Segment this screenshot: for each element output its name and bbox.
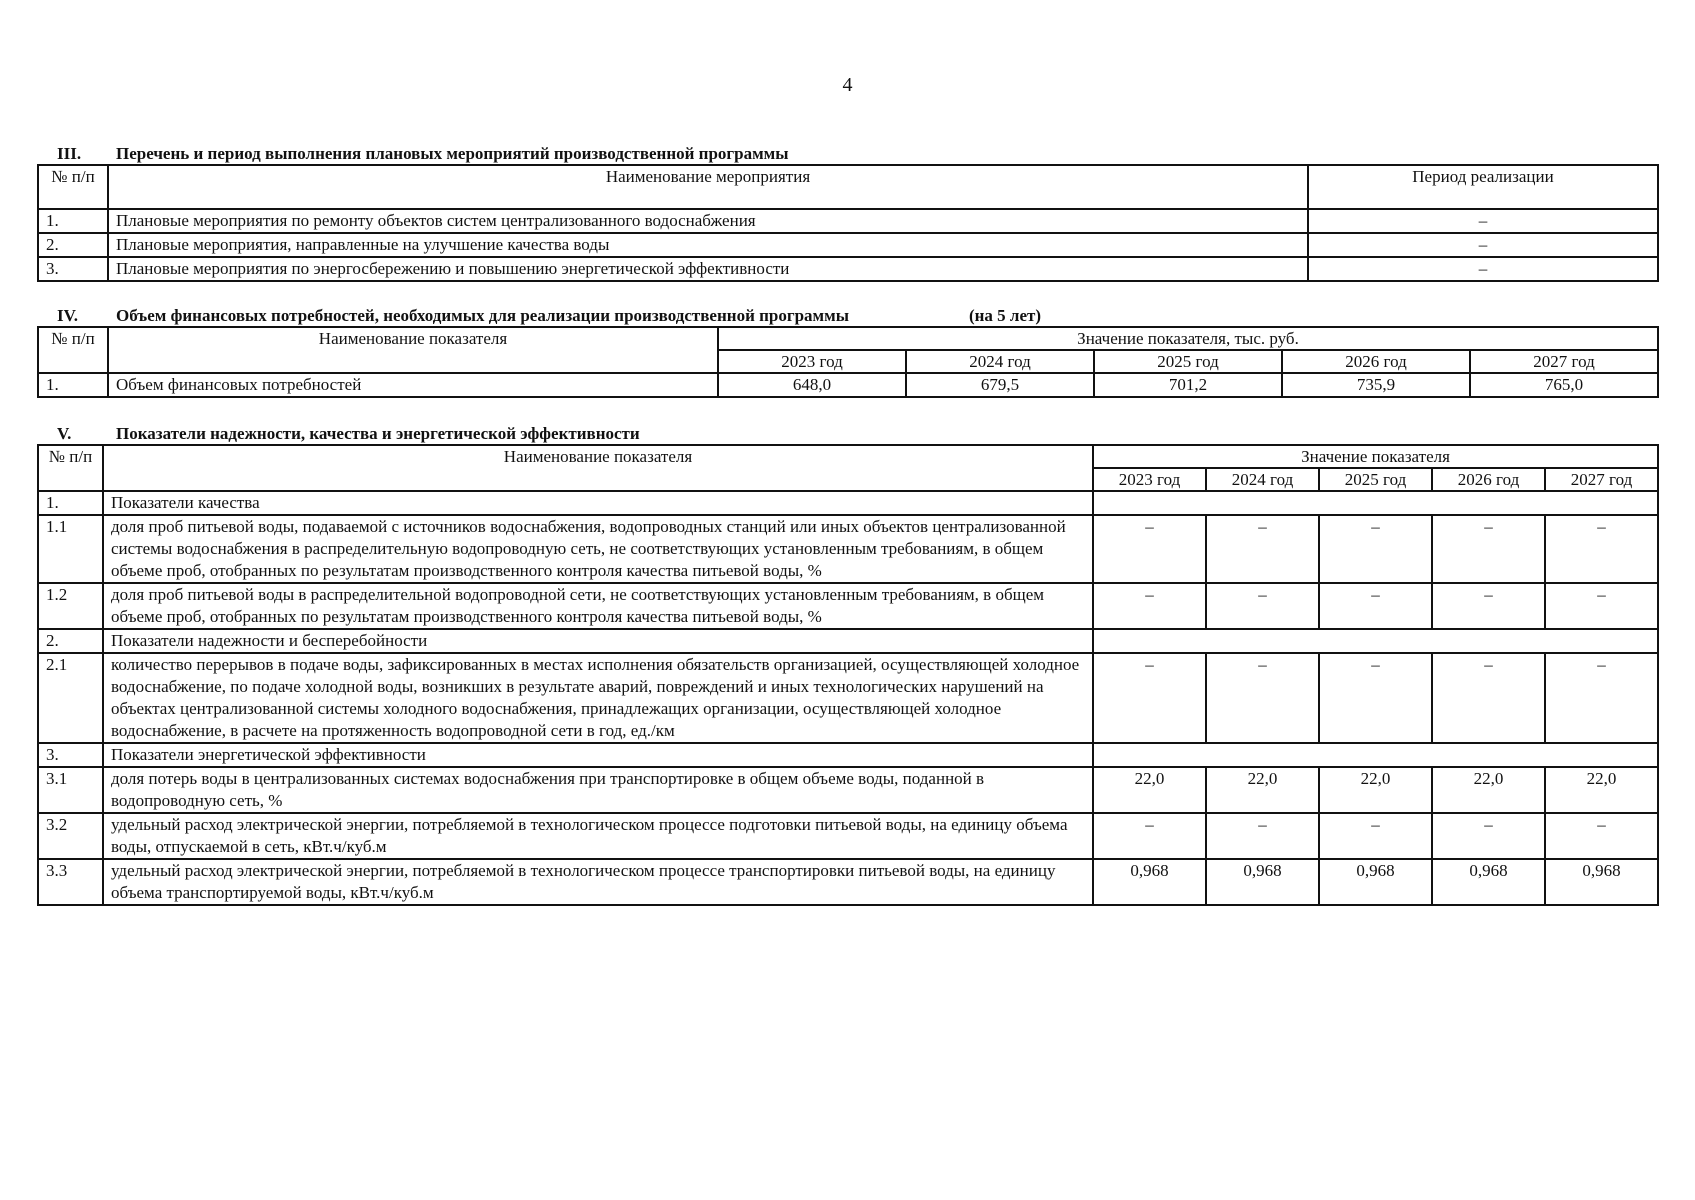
year-header: 2027 год xyxy=(1470,350,1658,373)
indicator-value: 735,9 xyxy=(1282,373,1470,397)
year-header: 2026 год xyxy=(1282,350,1470,373)
indicator-value: – xyxy=(1545,653,1658,743)
header-number: № п/п xyxy=(38,445,103,491)
row-number: 2. xyxy=(38,233,108,257)
row-number: 1. xyxy=(38,491,103,515)
table-row xyxy=(38,257,1658,281)
table-row xyxy=(38,583,1658,629)
table-row xyxy=(38,767,1658,813)
indicator-value: – xyxy=(1093,515,1206,583)
section-5-title: Показатели надежности, качества и энергетической эффективности xyxy=(116,424,640,443)
row-number: 3. xyxy=(38,743,103,767)
indicator-value: 22,0 xyxy=(1432,767,1545,813)
header-period: Период реализации xyxy=(1308,165,1658,209)
group-name: Показатели качества xyxy=(103,491,1093,515)
section-4 xyxy=(37,306,1657,398)
year-header: 2024 год xyxy=(906,350,1094,373)
group-empty-cell xyxy=(1093,743,1658,767)
indicator-name: доля проб питьевой воды в распределительной водопроводной сети, не соответствующих установленным требованиям, в общем объеме проб, отобранных по результатам производственного контроля качества питьевой воды, % xyxy=(103,583,1093,629)
section-4-heading xyxy=(37,306,1657,326)
section-3-number: III. xyxy=(57,144,82,163)
indicator-name: доля потерь воды в централизованных системах водоснабжения при транспортировке в общем объеме воды, поданной в водопроводную сеть, % xyxy=(103,767,1093,813)
header-number: № п/п xyxy=(38,165,108,209)
section-5-number: V. xyxy=(57,424,72,443)
group-name: Показатели надежности и бесперебойности xyxy=(103,629,1093,653)
indicator-value: – xyxy=(1206,583,1319,629)
table-header-row xyxy=(38,327,1658,350)
header-indicator-value: Значение показателя xyxy=(1093,445,1658,468)
indicator-value: – xyxy=(1432,653,1545,743)
indicator-name: удельный расход электрической энергии, потребляемой в технологическом процессе транспортировки питьевой воды, на единицу объема транспортируемой воды, кВт.ч/куб.м xyxy=(103,859,1093,905)
indicator-value: 0,968 xyxy=(1093,859,1206,905)
table-header-row xyxy=(38,445,1658,468)
activity-period: – xyxy=(1308,257,1658,281)
indicator-value: – xyxy=(1093,813,1206,859)
indicator-value: – xyxy=(1432,515,1545,583)
section-5-heading xyxy=(37,424,1657,444)
indicator-value: – xyxy=(1545,813,1658,859)
header-indicator-name: Наименование показателя xyxy=(103,445,1093,491)
section-3 xyxy=(37,144,1657,282)
table-row xyxy=(38,859,1658,905)
indicator-value: 648,0 xyxy=(718,373,906,397)
indicator-value: 22,0 xyxy=(1545,767,1658,813)
activity-name: Плановые мероприятия по ремонту объектов систем централизованного водоснабжения xyxy=(108,209,1308,233)
indicator-value: – xyxy=(1206,653,1319,743)
indicator-value: – xyxy=(1206,515,1319,583)
page-number: 4 xyxy=(842,74,853,96)
row-number: 1.1 xyxy=(38,515,103,583)
row-number: 3.3 xyxy=(38,859,103,905)
row-number: 3. xyxy=(38,257,108,281)
table-group-row xyxy=(38,491,1658,515)
header-number: № п/п xyxy=(38,327,108,373)
year-header: 2023 год xyxy=(1093,468,1206,491)
activity-name: Плановые мероприятия, направленные на улучшение качества воды xyxy=(108,233,1308,257)
table-row xyxy=(38,233,1658,257)
year-header: 2023 год xyxy=(718,350,906,373)
header-activity-name: Наименование мероприятия xyxy=(108,165,1308,209)
table-row xyxy=(38,515,1658,583)
activity-period: – xyxy=(1308,209,1658,233)
year-header: 2025 год xyxy=(1319,468,1432,491)
indicator-value: 22,0 xyxy=(1319,767,1432,813)
year-header: 2025 год xyxy=(1094,350,1282,373)
section-4-number: IV. xyxy=(57,306,78,325)
indicator-value: – xyxy=(1432,583,1545,629)
activity-period: – xyxy=(1308,233,1658,257)
row-number: 3.1 xyxy=(38,767,103,813)
indicator-value: – xyxy=(1319,653,1432,743)
indicator-value: – xyxy=(1432,813,1545,859)
indicator-value: 0,968 xyxy=(1206,859,1319,905)
header-indicator-value: Значение показателя, тыс. руб. xyxy=(718,327,1658,350)
indicator-name: количество перерывов в подаче воды, зафиксированных в местах исполнения обязательств организацией, осуществляющей холодное водоснабжение, по подаче холодной воды, возникших в результате аварий, повреждений и иных технологических нарушений на объектах централизованной системы холодного водоснабжения, принадлежащих организации, осуществляющей холодное водоснабжение, в расчете на протяженность водопроводной сети в год, ед./км xyxy=(103,653,1093,743)
table-row xyxy=(38,813,1658,859)
section-3-title: Перечень и период выполнения плановых мероприятий производственной программы xyxy=(116,144,789,163)
indicator-value: – xyxy=(1093,583,1206,629)
table-row xyxy=(38,653,1658,743)
year-header: 2027 год xyxy=(1545,468,1658,491)
row-number: 3.2 xyxy=(38,813,103,859)
section-5-table xyxy=(37,444,1659,906)
table-header-row xyxy=(38,165,1658,209)
row-number: 2. xyxy=(38,629,103,653)
indicator-value: 765,0 xyxy=(1470,373,1658,397)
indicator-value: 0,968 xyxy=(1432,859,1545,905)
row-number: 1.2 xyxy=(38,583,103,629)
group-empty-cell xyxy=(1093,629,1658,653)
indicator-value: – xyxy=(1545,583,1658,629)
group-empty-cell xyxy=(1093,491,1658,515)
section-3-table xyxy=(37,164,1659,282)
row-number: 2.1 xyxy=(38,653,103,743)
indicator-value: – xyxy=(1093,653,1206,743)
section-4-note: (на 5 лет) xyxy=(968,306,1042,325)
indicator-value: – xyxy=(1319,515,1432,583)
indicator-value: 22,0 xyxy=(1206,767,1319,813)
indicator-value: – xyxy=(1319,813,1432,859)
indicator-name: удельный расход электрической энергии, потребляемой в технологическом процессе подготовки питьевой воды, на единицу объема воды, отпускаемой в сеть, кВт.ч/куб.м xyxy=(103,813,1093,859)
table-row xyxy=(38,209,1658,233)
indicator-name: Объем финансовых потребностей xyxy=(108,373,718,397)
table-group-row xyxy=(38,743,1658,767)
indicator-name: доля проб питьевой воды, подаваемой с источников водоснабжения, водопроводных станций или иных объектов централизованной системы водоснабжения в распределительную водопроводную сеть, не соответствующих установленным требованиям, в общем объеме проб, отобранных по результатам производственного контроля качества питьевой воды, % xyxy=(103,515,1093,583)
indicator-value: – xyxy=(1545,515,1658,583)
section-5 xyxy=(37,424,1657,906)
row-number: 1. xyxy=(38,373,108,397)
section-4-table xyxy=(37,326,1659,398)
indicator-value: 701,2 xyxy=(1094,373,1282,397)
header-indicator-name: Наименование показателя xyxy=(108,327,718,373)
year-header: 2024 год xyxy=(1206,468,1319,491)
indicator-value: 0,968 xyxy=(1319,859,1432,905)
activity-name: Плановые мероприятия по энергосбережению и повышению энергетической эффективности xyxy=(108,257,1308,281)
section-4-title: Объем финансовых потребностей, необходимых для реализации производственной программы xyxy=(116,306,849,325)
indicator-value: 0,968 xyxy=(1545,859,1658,905)
table-row xyxy=(38,373,1658,397)
table-group-row xyxy=(38,629,1658,653)
indicator-value: – xyxy=(1206,813,1319,859)
indicator-value: 679,5 xyxy=(906,373,1094,397)
year-header: 2026 год xyxy=(1432,468,1545,491)
section-3-heading xyxy=(37,144,1657,164)
row-number: 1. xyxy=(38,209,108,233)
indicator-value: 22,0 xyxy=(1093,767,1206,813)
group-name: Показатели энергетической эффективности xyxy=(103,743,1093,767)
indicator-value: – xyxy=(1319,583,1432,629)
